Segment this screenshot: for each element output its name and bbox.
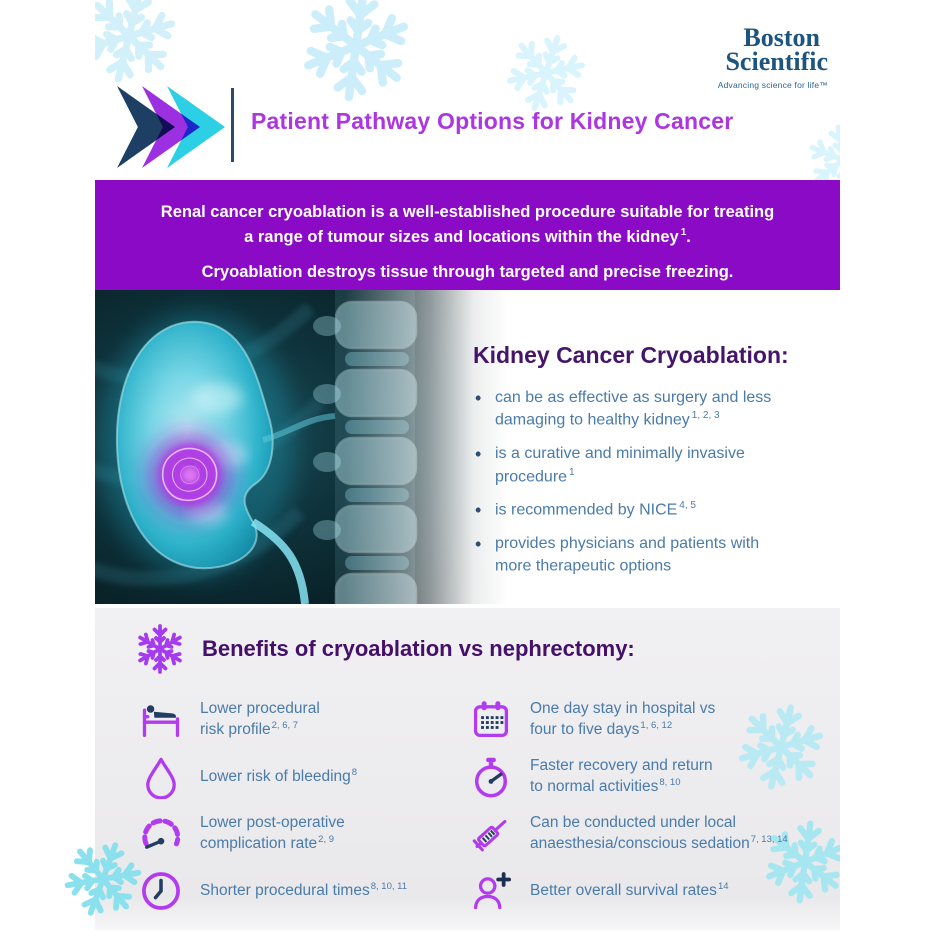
header-divider: [231, 88, 234, 162]
snowflake-icon: [95, 0, 187, 94]
benefit-text: Lower post-operative complication rate$^{2, 9}$: [200, 814, 345, 853]
chevron-navy: [117, 86, 175, 168]
section-heading: Kidney Cancer Cryoablation:: [473, 342, 789, 368]
benefit-item: [469, 863, 799, 919]
kidney-bullet-list: [473, 387, 778, 578]
logo-line2: Scientific: [725, 46, 828, 76]
droplet-icon: [139, 755, 183, 799]
benefit-item: [469, 806, 799, 862]
benefits-grid: [139, 692, 799, 919]
reference-superscript: 1, 6, 12: [640, 719, 673, 731]
benefit-item: [469, 749, 799, 805]
benefit-item: [139, 749, 469, 805]
reference-superscript: 1: [680, 227, 687, 239]
kidney-text-block: [473, 342, 818, 589]
benefits-heading: Benefits of cryoablation vs nephrectomy:: [202, 636, 635, 661]
bullet-item: • can be as effective as surgery and less damaging to healthy kidney $^{1, 2, 3}$: [473, 387, 778, 432]
reference-superscript: 8, 10: [659, 776, 681, 788]
snowflake-icon: [135, 624, 185, 674]
benefit-text: One day stay in hospital vs four to five days$^{1, 6, 12}$: [530, 700, 716, 739]
benefit-text: Faster recovery and return to normal activities$^{8, 10}$: [530, 757, 713, 796]
bullet-item: • is a curative and minimally invasive procedure $^1$: [473, 443, 778, 488]
benefit-item: [139, 863, 469, 919]
person-plus-icon: [469, 869, 513, 913]
reference-superscript: 7, 13, 14: [750, 833, 788, 845]
hospital-bed-icon: [139, 698, 183, 742]
benefit-text: Better overall survival rates$^{14}$: [530, 880, 729, 899]
reference-superscript: 4, 5: [679, 500, 696, 512]
benefit-item: [139, 692, 469, 748]
infographic-page: [95, 0, 840, 940]
intro-banner: [95, 180, 840, 290]
bullet-item: • provides physicians and patients with more therapeutic options: [473, 533, 778, 578]
benefits-header: [95, 608, 840, 674]
calendar-icon: [469, 698, 513, 742]
benefits-panel: [95, 608, 840, 930]
page-title: Patient Pathway Options for Kidney Cancer: [251, 108, 734, 134]
benefit-text: Lower procedural risk profile$^{2, 6, 7}$: [200, 700, 320, 739]
benefit-text: Lower risk of bleeding$^8$: [200, 766, 358, 785]
kidney-section: [95, 290, 840, 604]
benefit-item: [469, 692, 799, 748]
reference-superscript: 1: [569, 466, 575, 478]
logo-tagline: Advancing science for life™: [717, 79, 828, 90]
gauge-icon: [139, 812, 183, 856]
reference-superscript: 14: [717, 880, 729, 892]
reference-superscript: 8: [351, 766, 358, 778]
stopwatch-icon: [469, 755, 513, 799]
benefit-text: Can be conducted under local anaesthesia/conscious sedation$^{7, 13, 14}$: [530, 814, 788, 853]
chevron-brandmark: [117, 86, 229, 168]
benefit-text: Shorter procedural times$^{8, 10, 11}$: [200, 880, 407, 899]
boston-scientific-logo: [683, 23, 828, 90]
banner-paragraph-1: Renal cancer cryoablation is a well-established procedure suitable for treating a range of tumour sizes and locations within the kidney $^1$.: [160, 203, 775, 246]
syringe-icon: [469, 812, 513, 856]
reference-superscript: 8, 10, 11: [370, 880, 407, 892]
reference-superscript: 2, 9: [318, 833, 335, 845]
kidney-xray-image: [95, 290, 525, 604]
snowflake-icon: [293, 0, 419, 109]
banner-paragraph-2: Cryoablation destroys tissue through targeted and precise freezing.: [201, 262, 734, 281]
bullet-item: • is recommended by NICE $^{4, 5}$: [473, 499, 778, 522]
benefit-item: [139, 806, 469, 862]
reference-superscript: 1, 2, 3: [691, 410, 720, 422]
reference-superscript: 2, 6, 7: [271, 719, 299, 731]
logo-line1: Boston: [743, 23, 820, 52]
